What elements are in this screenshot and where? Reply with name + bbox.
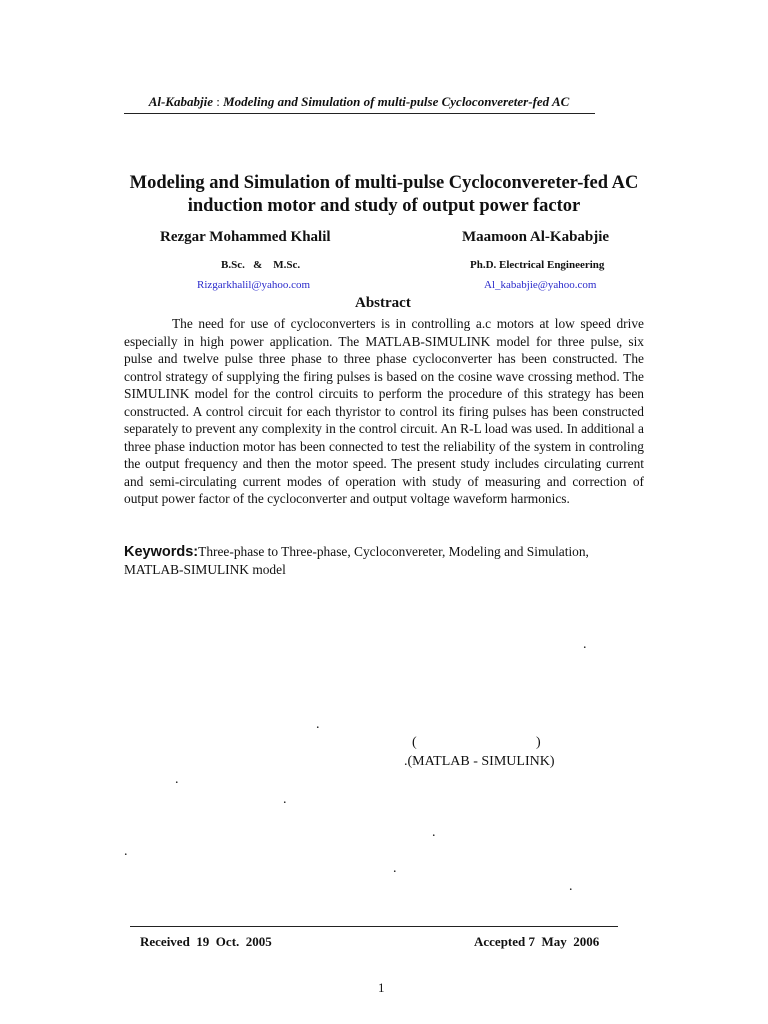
arabic-line-dot: . [393,861,397,876]
arabic-line-dot: . [569,879,573,894]
author-name-2: Maamoon Al-Kababjie [462,229,610,245]
header-running-title: Modeling and Simulation of multi-pulse Cycloconvereter-fed AC [223,94,570,109]
arabic-line-dot: . [124,844,128,859]
author-name-1: Rezgar Mohammed Khalil [160,229,331,245]
arabic-paren-close: ) [536,735,541,750]
arabic-matlab-simulink: .(MATLAB - SIMULINK) [404,754,555,769]
arabic-paren-open: ( [412,735,417,750]
author-email-1[interactable]: Rizgarkhalil@yahoo.com [197,279,311,291]
keywords-label: Keywords: [124,544,199,560]
author-degree-1: B.Sc. & M.Sc. [221,259,301,271]
keywords-paragraph [124,543,624,579]
keywords-text: Three-phase to Three-phase, Cycloconvereter, Modeling and Simulation, MATLAB-SIMULINK model [124,544,589,577]
arabic-line-dot: . [583,637,587,652]
page-number: 1 [378,980,385,995]
author-degree-2: Ph.D. Electrical Engineering [470,259,605,271]
paper-title: Modeling and Simulation of multi-pulse Cycloconvereter-fed AC induction motor and study of output power factor [129,173,639,216]
abstract-body: The need for use of cycloconverters is in controlling a.c motors at low speed drive especially in high power application. The MATLAB-SIMULINK model for three pulse, six pulse and twelve pulse three phase to three phase cycloconverter has been constructed. The control strategy of supplying the firing pulses is based on the cosine wave crossing method. The SIMULINK model for the control circuits to perform the procedure of this strategy has been constructed. A control circuit for each thyristor to control its firing pulses has been constructed separately to prevent any complexity in the control circuit. An R-L load was used. In additional a three phase induction motor has been connected to test the reliability of the system in controling the output frequency and then the motor speed. The present study includes circulating current and semi-circulating current modes of operation with study of measuring and correction of output power factor of the cycloconverter and output voltage waveform harmonics. [124,316,644,506]
arabic-line-dot: . [175,772,179,787]
header-author: Al-Kababjie [148,94,213,109]
arabic-line-dot: . [283,792,287,807]
accepted-date: Accepted 7 May 2006 [474,934,600,949]
arabic-line-dot: . [432,825,436,840]
arabic-line-dot: . [316,717,320,732]
author-email-2[interactable]: Al_kababjie@yahoo.com [484,279,597,291]
header-rule [124,113,595,114]
running-header [124,94,594,110]
footer-rule [130,926,618,927]
received-date: Received 19 Oct. 2005 [140,934,272,949]
header-separator: : [212,94,224,109]
abstract-heading: Abstract [355,295,411,311]
